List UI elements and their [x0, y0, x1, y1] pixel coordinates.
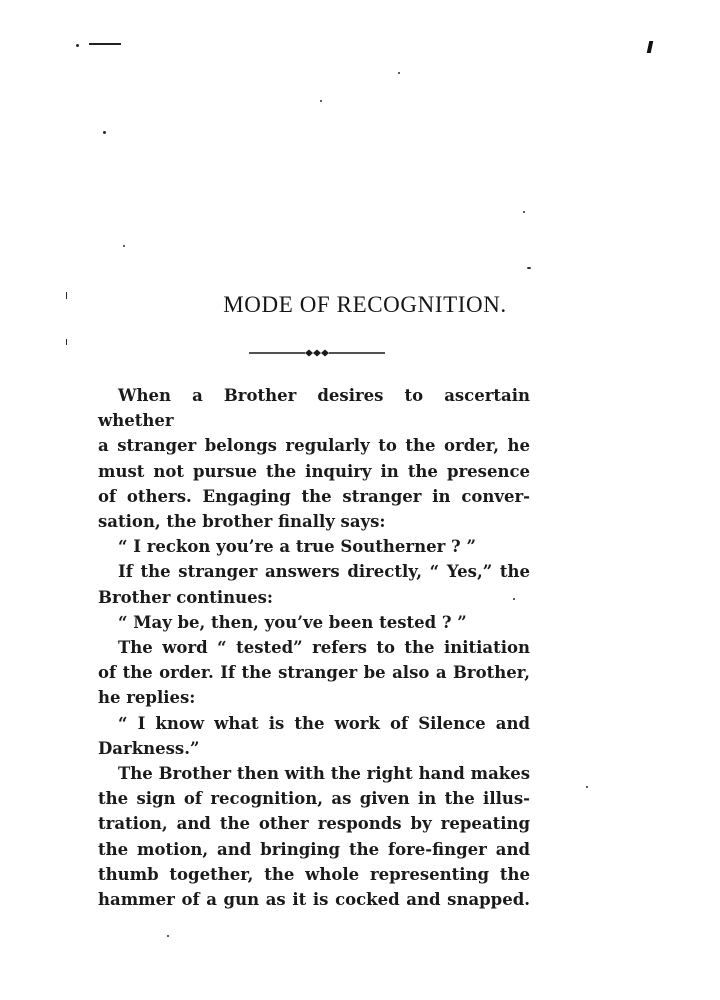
text-line: Darkness.” — [98, 738, 200, 758]
paragraph-7 — [98, 761, 530, 912]
paragraph-5 — [98, 635, 530, 711]
body-text — [98, 383, 530, 912]
text-line: “ May be, then, you’ve been tested ? ” — [118, 612, 467, 632]
text-line: Brother continues: — [98, 587, 274, 607]
text-line: the motion, and bringing the fore-finger and — [98, 839, 530, 859]
scan-mark-dash — [89, 43, 121, 45]
text-line: “ I know what is the work of Silence and — [118, 713, 530, 733]
text-line: The Brother then with the right hand makes — [118, 764, 530, 784]
text-line: tration, and the other responds by repeating — [98, 814, 530, 834]
scan-speck — [523, 211, 525, 213]
scan-speck — [527, 267, 531, 269]
scan-speck — [123, 245, 125, 247]
ornamental-rule — [249, 346, 385, 360]
text-line: he replies: — [98, 688, 196, 708]
scan-speck — [320, 100, 322, 102]
paragraph-3 — [98, 559, 530, 609]
text-line: The word “ tested” refers to the initiation — [118, 638, 530, 658]
scan-mark-corner — [647, 41, 654, 53]
scan-speck — [398, 72, 400, 74]
scan-speck — [103, 131, 106, 134]
text-line: the sign of recognition, as given in the illus- — [98, 789, 530, 809]
scan-speck — [586, 786, 588, 788]
text-line: hammer of a gun as it is cocked and snapped. — [98, 890, 530, 910]
text-line: a stranger belongs regularly to the order, he — [98, 436, 530, 456]
text-line: When a Brother desires to ascertain whether — [98, 386, 530, 431]
scan-speck — [66, 339, 67, 345]
scan-speck — [167, 935, 169, 937]
paragraph-1 — [98, 383, 530, 534]
text-line: thumb together, the whole representing the — [98, 864, 530, 884]
text-line: of others. Engaging the stranger in conver- — [98, 486, 530, 506]
paragraph-2 — [98, 534, 530, 559]
text-line: of the order. If the stranger be also a Brother, — [98, 663, 530, 683]
text-line: must not pursue the inquiry in the presence — [98, 461, 530, 481]
paragraph-4 — [98, 610, 530, 635]
scan-speck — [76, 44, 79, 47]
chapter-title: MODE OF RECOGNITION. — [223, 292, 507, 317]
text-line: sation, the brother finally says: — [98, 512, 386, 532]
text-line: If the stranger answers directly, “ Yes,” the — [118, 562, 530, 582]
text-line: “ I reckon you’re a true Southerner ? ” — [118, 537, 476, 557]
paragraph-6 — [98, 711, 530, 761]
